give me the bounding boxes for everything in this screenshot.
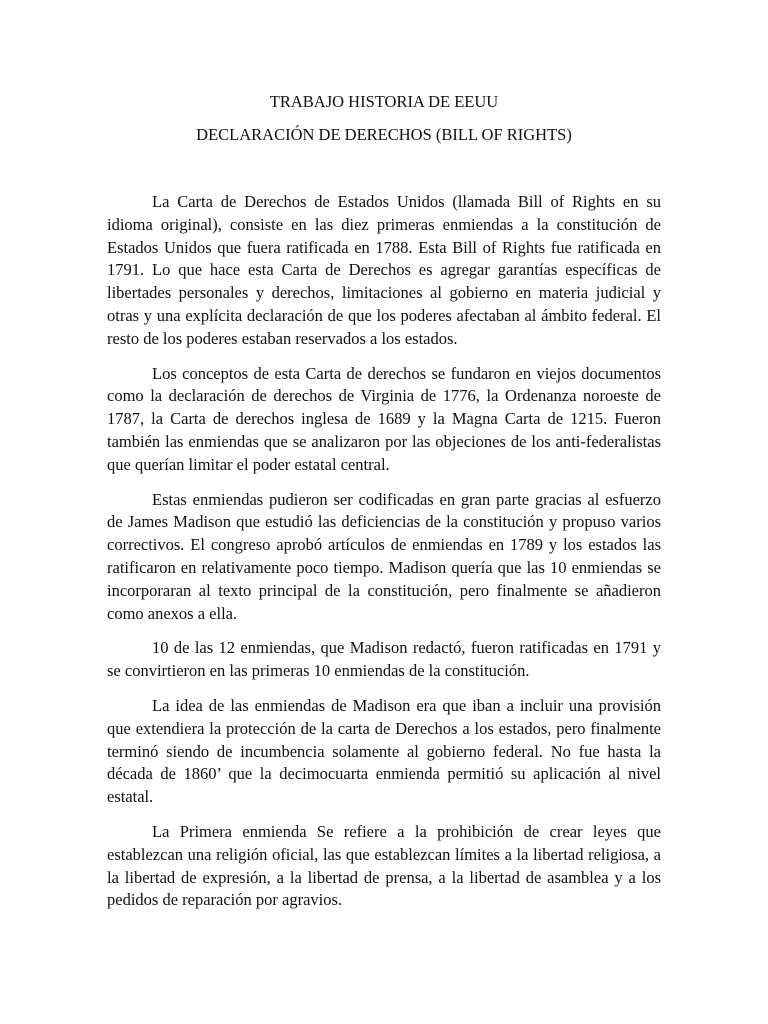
paragraph: La idea de las enmiendas de Madison era que iban a incluir una provisión que extendiera la protección de la carta de Derechos a los estados, pero finalmente terminó siendo de incumbencia solamente al gobierno federal. No fue hasta la década de 1860’ que la decimocuarta enmienda permitió su aplicación al nivel estatal. [107, 695, 661, 807]
paragraph: Estas enmiendas pudieron ser codificadas en gran parte gracias al esfuerzo de James Madison que estudió las deficiencias de la constitución y propuso varios correctivos. El congreso aprobó artículos de enmiendas en 1789 y los estados las ratificaron en relativamente poco tiempo. Madison quería que las 10 enmiendas se incorporaran al texto principal de la constitución, pero finalmente se añadieron como anexos a ella. [107, 489, 661, 623]
document-body [107, 191, 661, 924]
document-header [0, 92, 768, 158]
paragraph: La Carta de Derechos de Estados Unidos (llamada Bill of Rights en su idioma original), consiste en las diez primeras enmiendas a la constitución de Estados Unidos que fuera ratificada en 1788. Esta Bill of Rights fue ratificada en 1791. Lo que hace esta Carta de Derechos es agregar garantías específicas de libertades personales y derechos, limitaciones al gobierno en materia judicial y otras y una explícita declaración de que los poderes afectaban al ámbito federal. El resto de los poderes estaban reservados a los estados. [107, 192, 661, 348]
paragraph: Los conceptos de esta Carta de derechos se fundaron en viejos documentos como la declaración de derechos de Virginia de 1776, la Ordenanza noroeste de 1787, la Carta de derechos inglesa de 1689 y la Magna Carta de 1215. Fueron también las enmiendas que se analizaron por las objeciones de los anti-federalistas que querían limitar el poder estatal central. [107, 363, 661, 474]
paragraph: La Primera enmienda Se refiere a la prohibición de crear leyes que establezcan una religión oficial, las que establezcan límites a la libertad religiosa, a la libertad de expresión, a la libertad de prensa, a la libertad de asamblea y a los pedidos de reparación por agravios. [107, 821, 661, 910]
document-title: TRABAJO HISTORIA DE EEUU [269, 92, 499, 111]
paragraph: 10 de las 12 enmiendas, que Madison redactó, fueron ratificadas en 1791 y se convirtieron en las primeras 10 enmiendas de la constitución. [107, 638, 661, 681]
document-subtitle: DECLARACIÓN DE DERECHOS (BILL OF RIGHTS) [196, 125, 572, 144]
